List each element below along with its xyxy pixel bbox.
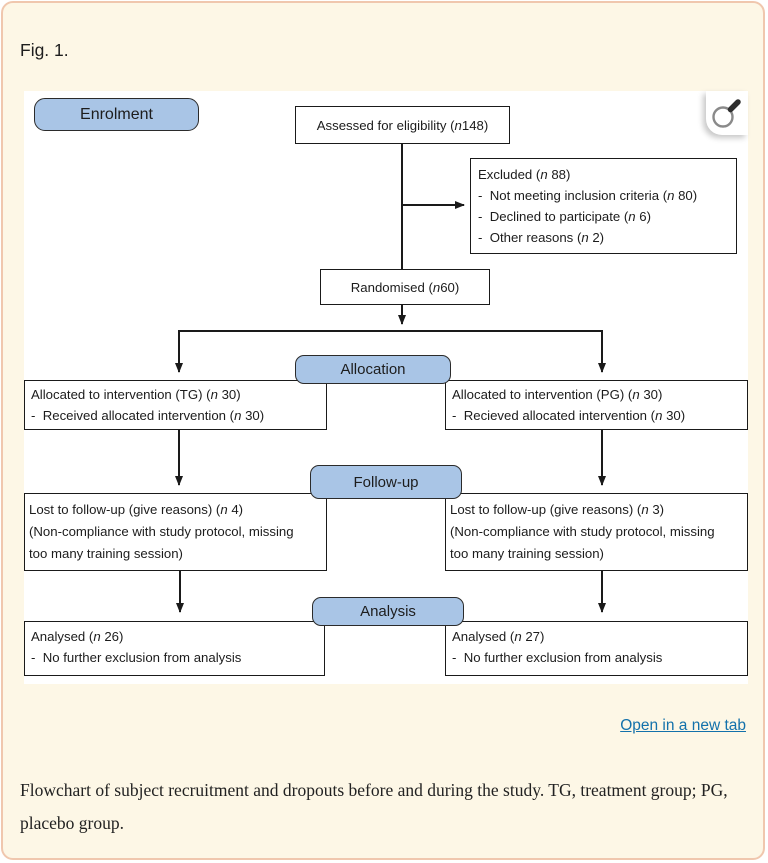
followup-tg-line: too many training session): [29, 546, 183, 561]
zoom-button[interactable]: [706, 91, 748, 135]
box-analysed-tg: [24, 621, 325, 676]
stage-pill-analysis: Analysis: [312, 597, 464, 626]
box-followup-tg: [24, 493, 327, 571]
excluded-item: - Not meeting inclusion criteria (n 80): [478, 188, 698, 203]
excluded-item: - Declined to participate (n 6): [478, 209, 651, 224]
box-allocation-pg: [445, 380, 748, 430]
excluded-title: Excluded (n 88): [478, 167, 571, 182]
figure-caption: Flowchart of subject recruitment and dropouts before and during the study. TG, treatment group; PG, placebo group.: [20, 780, 728, 833]
allocation-tg-line: - Received allocated intervention (n 30): [31, 408, 265, 423]
excluded-item: - Other reasons (n 2): [478, 230, 605, 245]
allocation-pg-line: - Recieved allocated intervention (n 30): [452, 408, 686, 423]
stage-pill-allocation: Allocation: [295, 355, 451, 384]
followup-tg-line: (Non-compliance with study protocol, missing: [29, 524, 294, 539]
stage-pill-followup: Follow-up: [310, 465, 462, 499]
link-row: [620, 717, 746, 735]
magnifier-icon: [707, 92, 747, 134]
box-randomised: Randomised ( n 60): [320, 269, 490, 305]
followup-pg-line: too many training session): [450, 546, 604, 561]
analysed-pg-line: Analysed (n 27): [452, 629, 545, 644]
box-allocation-tg: [24, 380, 327, 430]
analysed-tg-line: - No further exclusion from analysis: [31, 650, 242, 665]
figure-image[interactable]: [24, 91, 748, 684]
allocation-pg-line: Allocated to intervention (PG) (n 30): [452, 387, 663, 402]
box-assessed: Assessed for eligibility ( n 148): [295, 106, 510, 144]
analysed-tg-line: Analysed (n 26): [31, 629, 124, 644]
analysed-pg-line: - No further exclusion from analysis: [452, 650, 663, 665]
box-excluded: [470, 158, 737, 254]
followup-tg-line: Lost to follow-up (give reasons) (n 4): [29, 502, 244, 517]
figure-label: Fig. 1.: [20, 40, 69, 60]
followup-pg-line: (Non-compliance with study protocol, missing: [450, 524, 715, 539]
open-in-new-tab-link[interactable]: Open in a new tab: [620, 717, 746, 734]
followup-pg-line: Lost to follow-up (give reasons) (n 3): [450, 502, 665, 517]
allocation-tg-line: Allocated to intervention (TG) (n 30): [31, 387, 241, 402]
box-followup-pg: [445, 493, 748, 571]
figure-card: [1, 1, 765, 860]
stage-pill-enrolment: Enrolment: [34, 98, 199, 131]
box-analysed-pg: [445, 621, 748, 676]
